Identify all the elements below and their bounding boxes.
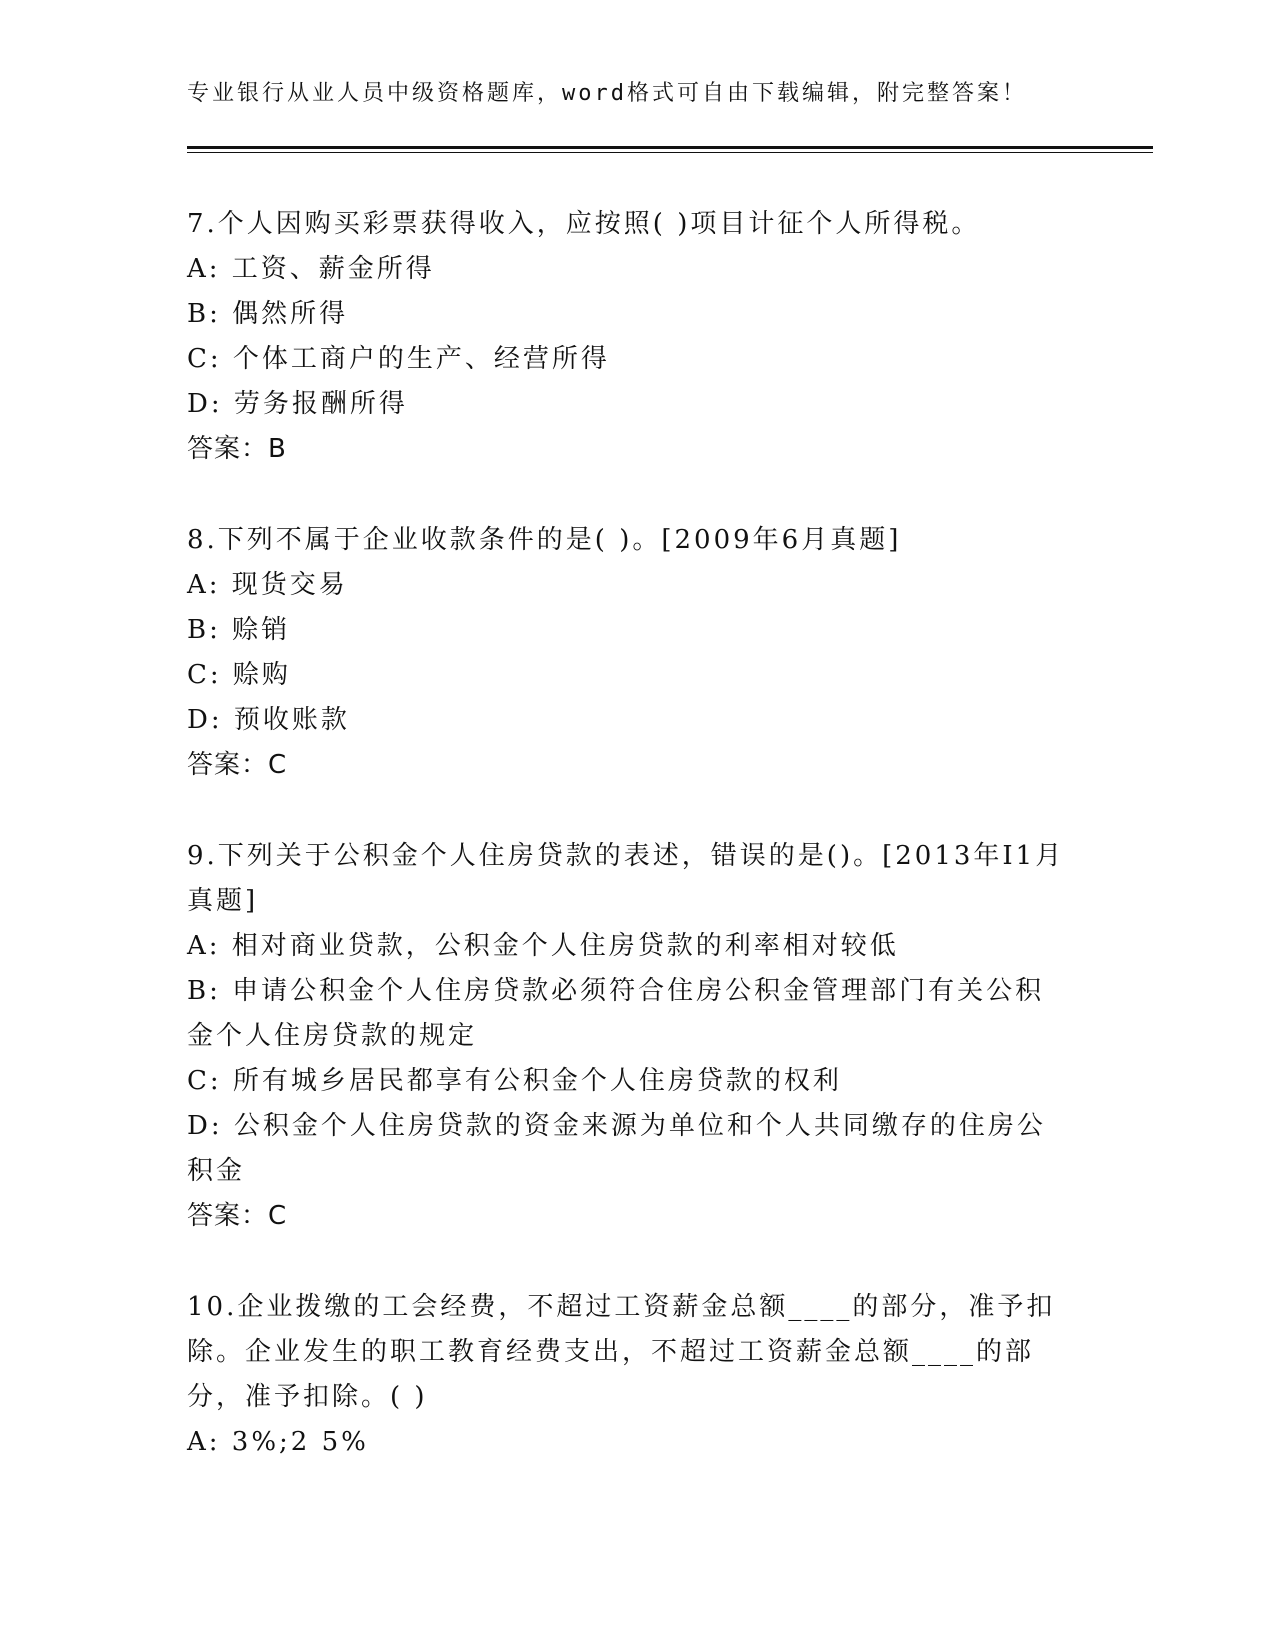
option-d: D: 公积金个人住房贷款的资金来源为单位和个人共同缴存的住房公积金 xyxy=(187,1111,1046,1186)
option-b: B: 偶然所得 xyxy=(187,299,349,329)
question-stem: 9.下列关于公积金个人住房贷款的表述，错误的是()。[2013年I1月真题] xyxy=(187,841,1065,916)
question-block xyxy=(187,834,1067,1239)
option-d: D: 劳务报酬所得 xyxy=(187,389,408,419)
question-block xyxy=(187,202,1067,472)
answer: 答案：C xyxy=(187,1201,288,1231)
option-a: A: 3%;2 5% xyxy=(187,1427,369,1457)
page-header: 专业银行从业人员中级资格题库，word格式可自由下载编辑，附完整答案！ xyxy=(187,81,1027,106)
header-rule xyxy=(187,146,1153,153)
option-b: B: 申请公积金个人住房贷款必须符合住房公积金管理部门有关公积金个人住房贷款的规定 xyxy=(187,976,1045,1051)
option-a: A: 现货交易 xyxy=(187,570,348,600)
question-block xyxy=(187,1285,1067,1465)
answer: 答案：C xyxy=(187,750,288,780)
question-stem: 8.下列不属于企业收款条件的是( )。[2009年6月真题] xyxy=(187,525,902,555)
option-d: D: 预收账款 xyxy=(187,705,350,735)
option-a: A: 工资、薪金所得 xyxy=(187,254,435,284)
question-block xyxy=(187,518,1067,788)
question-stem: 7.个人因购买彩票获得收入，应按照( )项目计征个人所得税。 xyxy=(187,209,981,239)
answer: 答案：B xyxy=(187,434,287,464)
option-c: C: 个体工商户的生产、经营所得 xyxy=(187,344,610,374)
question-stem: 10.企业拨缴的工会经费，不超过工资薪金总额____的部分，准予扣除。企业发生的职工教育经费支出，不超过工资薪金总额____的部分，准予扣除。( ) xyxy=(187,1292,1056,1412)
option-c: C: 所有城乡居民都享有公积金个人住房贷款的权利 xyxy=(187,1066,842,1096)
question-list xyxy=(187,202,1067,1465)
option-b: B: 赊销 xyxy=(187,615,291,645)
option-c: C: 赊购 xyxy=(187,660,291,690)
option-a: A: 相对商业贷款，公积金个人住房贷款的利率相对较低 xyxy=(187,931,899,961)
